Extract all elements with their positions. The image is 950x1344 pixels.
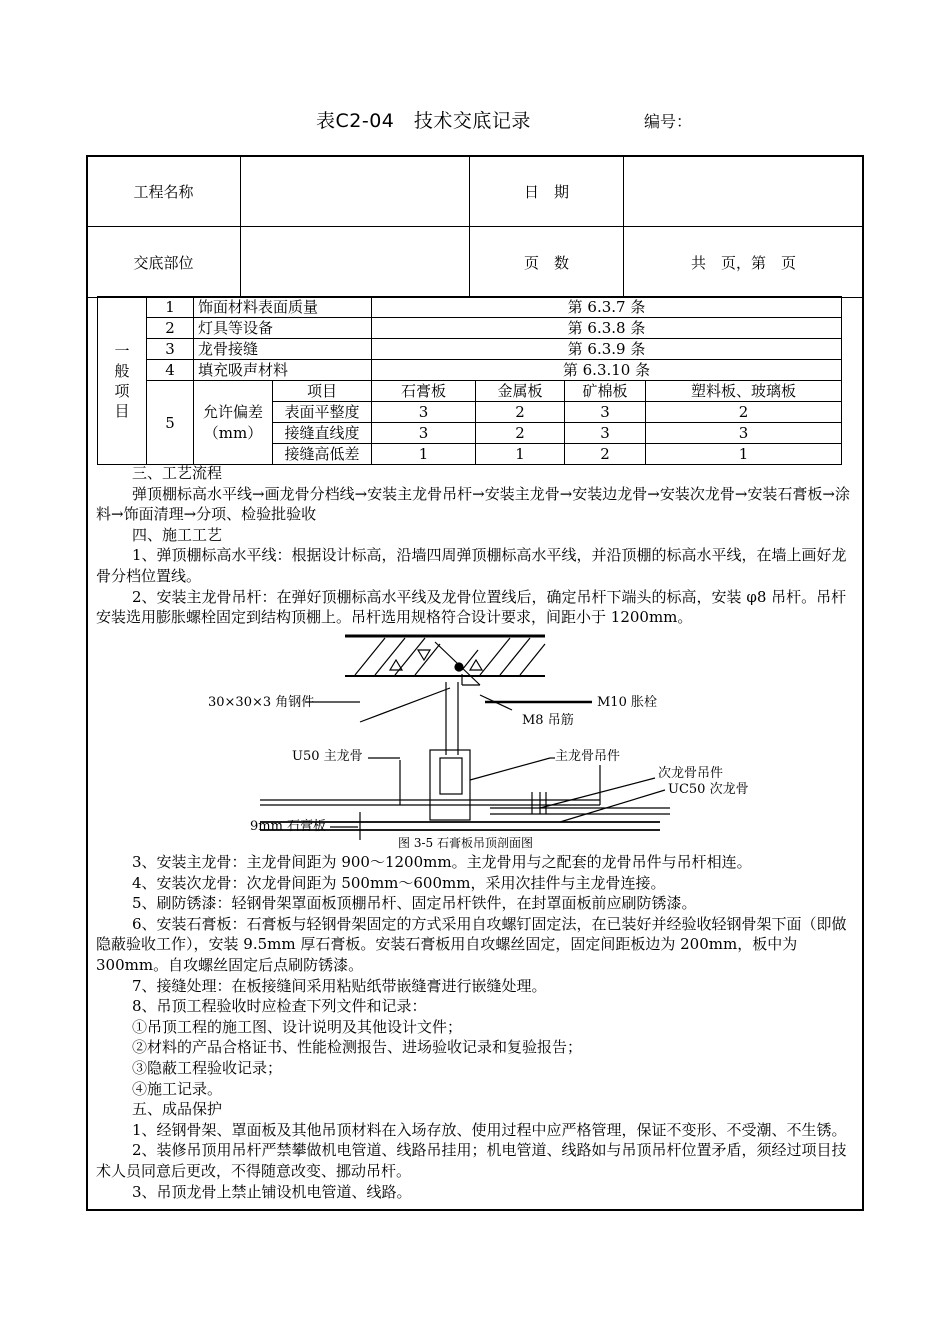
document-title: 表C2-04 技术交底记录 (316, 110, 531, 132)
paragraph: 3、安装主龙骨：主龙骨间距为 900～1200mm。主龙骨用与之配套的龙骨吊件与吊杆相连。 (132, 853, 752, 871)
diagram-caption: 图 3-5 石膏板吊顶剖面图 (398, 836, 533, 850)
tolerance-header-cell: 石膏板 (372, 381, 476, 402)
paragraph: 3、吊顶龙骨上禁止铺设机电管道、线路。 (132, 1182, 412, 1201)
item-no: 4 (147, 360, 194, 381)
date-label: 日 期 (470, 156, 624, 227)
number-label: 编号： (644, 112, 693, 131)
label-u50-main: U50 主龙骨 (292, 749, 363, 764)
tolerance-cell: 3 (565, 402, 646, 423)
group-label (98, 297, 147, 465)
item-no: 5 (147, 381, 194, 465)
section4-heading: 四、施工工艺 (132, 525, 223, 544)
paragraph: ④施工记录。 (132, 1079, 223, 1098)
group-label-text: 一般项目 (114, 341, 130, 420)
paragraph: 8、吊顶工程验收时应检查下列文件和记录： (132, 997, 427, 1016)
paragraph: ③隐蔽工程验收记录； (132, 1058, 283, 1077)
label-main-hanger: 主龙骨吊件 (555, 749, 621, 764)
ceiling-section-diagram (200, 630, 760, 855)
label-gypsum-board: 9mm 石膏板 (250, 819, 327, 834)
item-name: 填充吸声材料 (194, 360, 372, 381)
tolerance-header-cell: 矿棉板 (565, 381, 646, 402)
paragraph: 2、装修吊顶用吊杆严禁攀做机电管道、线路吊挂用；机电管道、线路如与吊顶吊杆位置矛盾，须经过项目技术人员同意后更改，不得随意改变、挪动吊杆。 (96, 1141, 847, 1180)
item-clause: 第 6.3.7 条 (372, 297, 842, 318)
item-name: 龙骨接缝 (194, 339, 372, 360)
label-uc50-sub: UC50 次龙骨 (668, 782, 749, 797)
tolerance-header-cell: 项目 (273, 381, 372, 402)
tolerance-header-cell: 金属板 (476, 381, 565, 402)
paragraph: 6、安装石膏板：石膏板与轻钢骨架固定的方式采用自攻螺钉固定法，在已装好并经验收轻钢骨架下面（即做隐蔽验收工作），安装 9.5mm 厚石膏板。安装石膏板用自攻螺丝固定，固定间距板边为 200mm，板中为 300mm。自攻螺丝固定后点刷防锈漆。 (96, 914, 847, 974)
tolerance-cell: 1 (476, 444, 565, 465)
pages-value: 共 页，第 页 (624, 227, 864, 298)
items-table (97, 296, 842, 465)
body-text-top (96, 463, 856, 628)
date-value (624, 156, 864, 227)
label-angle-steel: 30×30×3 角钢件 (208, 695, 315, 710)
tolerance-cell: 2 (646, 402, 842, 423)
label-m10-anchor: M10 胀栓 (597, 695, 657, 710)
item-clause: 第 6.3.8 条 (372, 318, 842, 339)
tolerance-cell: 2 (476, 402, 565, 423)
tolerance-cell: 2 (476, 423, 565, 444)
paragraph: 7、接缝处理：在板接缝间采用粘贴纸带嵌缝膏进行嵌缝处理。 (132, 976, 547, 995)
tolerance-cell: 接缝直线度 (273, 423, 372, 444)
section3-text: 弹顶棚标高水平线→画龙骨分档线→安装主龙骨吊杆→安装主龙骨→安装边龙骨→安装次龙骨→安装石膏板→涂料→饰面清理→分项、检验批验收 (96, 484, 850, 524)
paragraph: 4、安装次龙骨：次龙骨间距为 500mm～600mm，采用次挂件与主龙骨连接。 (132, 873, 666, 892)
tolerance-cell: 3 (372, 423, 476, 444)
item-clause: 第 6.3.9 条 (372, 339, 842, 360)
item-no: 1 (147, 297, 194, 318)
paragraph: 1、经钢骨架、罩面板及其他吊顶材料在入场存放、使用过程中应严格管理，保证不变形、不受潮、不生锈。 (132, 1120, 847, 1139)
paragraph: ②材料的产品合格证书、性能检测报告、进场验收记录和复验报告； (132, 1038, 583, 1057)
tolerance-cell: 3 (565, 423, 646, 444)
project-name-value (241, 156, 470, 227)
tolerance-cell: 表面平整度 (273, 402, 372, 423)
pages-label: 页 数 (470, 227, 624, 298)
tolerance-cell: 2 (565, 444, 646, 465)
tolerance-cell: 1 (372, 444, 476, 465)
item-name: 灯具等设备 (194, 318, 372, 339)
label-sub-hanger: 次龙骨吊件 (658, 766, 724, 781)
part-value (241, 227, 470, 298)
tolerance-cell: 3 (372, 402, 476, 423)
body-text-bottom (96, 852, 856, 1202)
paragraph: ①吊顶工程的施工图、设计说明及其他设计文件； (132, 1017, 463, 1036)
section3-heading: 三、工艺流程 (132, 464, 223, 482)
item-no: 2 (147, 318, 194, 339)
paragraph: 5、刷防锈漆：轻钢骨架罩面板顶棚吊杆、固定吊杆铁件，在封罩面板前应刷防锈漆。 (132, 894, 697, 913)
section5-heading: 五、成品保护 (132, 1100, 223, 1119)
project-name-label: 工程名称 (87, 156, 241, 227)
tolerance-label: 允许偏差（mm） (194, 381, 273, 465)
label-m8-rod: M8 吊筋 (522, 713, 574, 728)
title-bar (0, 104, 950, 134)
section4-p2: 2、安装主龙骨吊杆：在弹好顶棚标高水平线及龙骨位置线后，确定吊杆下端头的标高，安装 φ8 吊杆。吊杆安装选用膨胀螺栓固定到结构顶棚上。吊杆选用规格符合设计要求，间距小于 1200mm。 (96, 587, 847, 627)
tolerance-cell: 1 (646, 444, 842, 465)
part-label: 交底部位 (87, 227, 241, 298)
section4-p1: 1、弹顶棚标高水平线：根据设计标高，沿墙四周弹顶棚标高水平线，并沿顶棚的标高水平线，在墙上画好龙骨分档位置线。 (96, 546, 847, 585)
tolerance-cell: 3 (646, 423, 842, 444)
item-name: 饰面材料表面质量 (194, 297, 372, 318)
tolerance-header-cell: 塑料板、玻璃板 (646, 381, 842, 402)
tolerance-cell: 接缝高低差 (273, 444, 372, 465)
item-no: 3 (147, 339, 194, 360)
item-clause: 第 6.3.10 条 (372, 360, 842, 381)
header-table (86, 155, 864, 298)
